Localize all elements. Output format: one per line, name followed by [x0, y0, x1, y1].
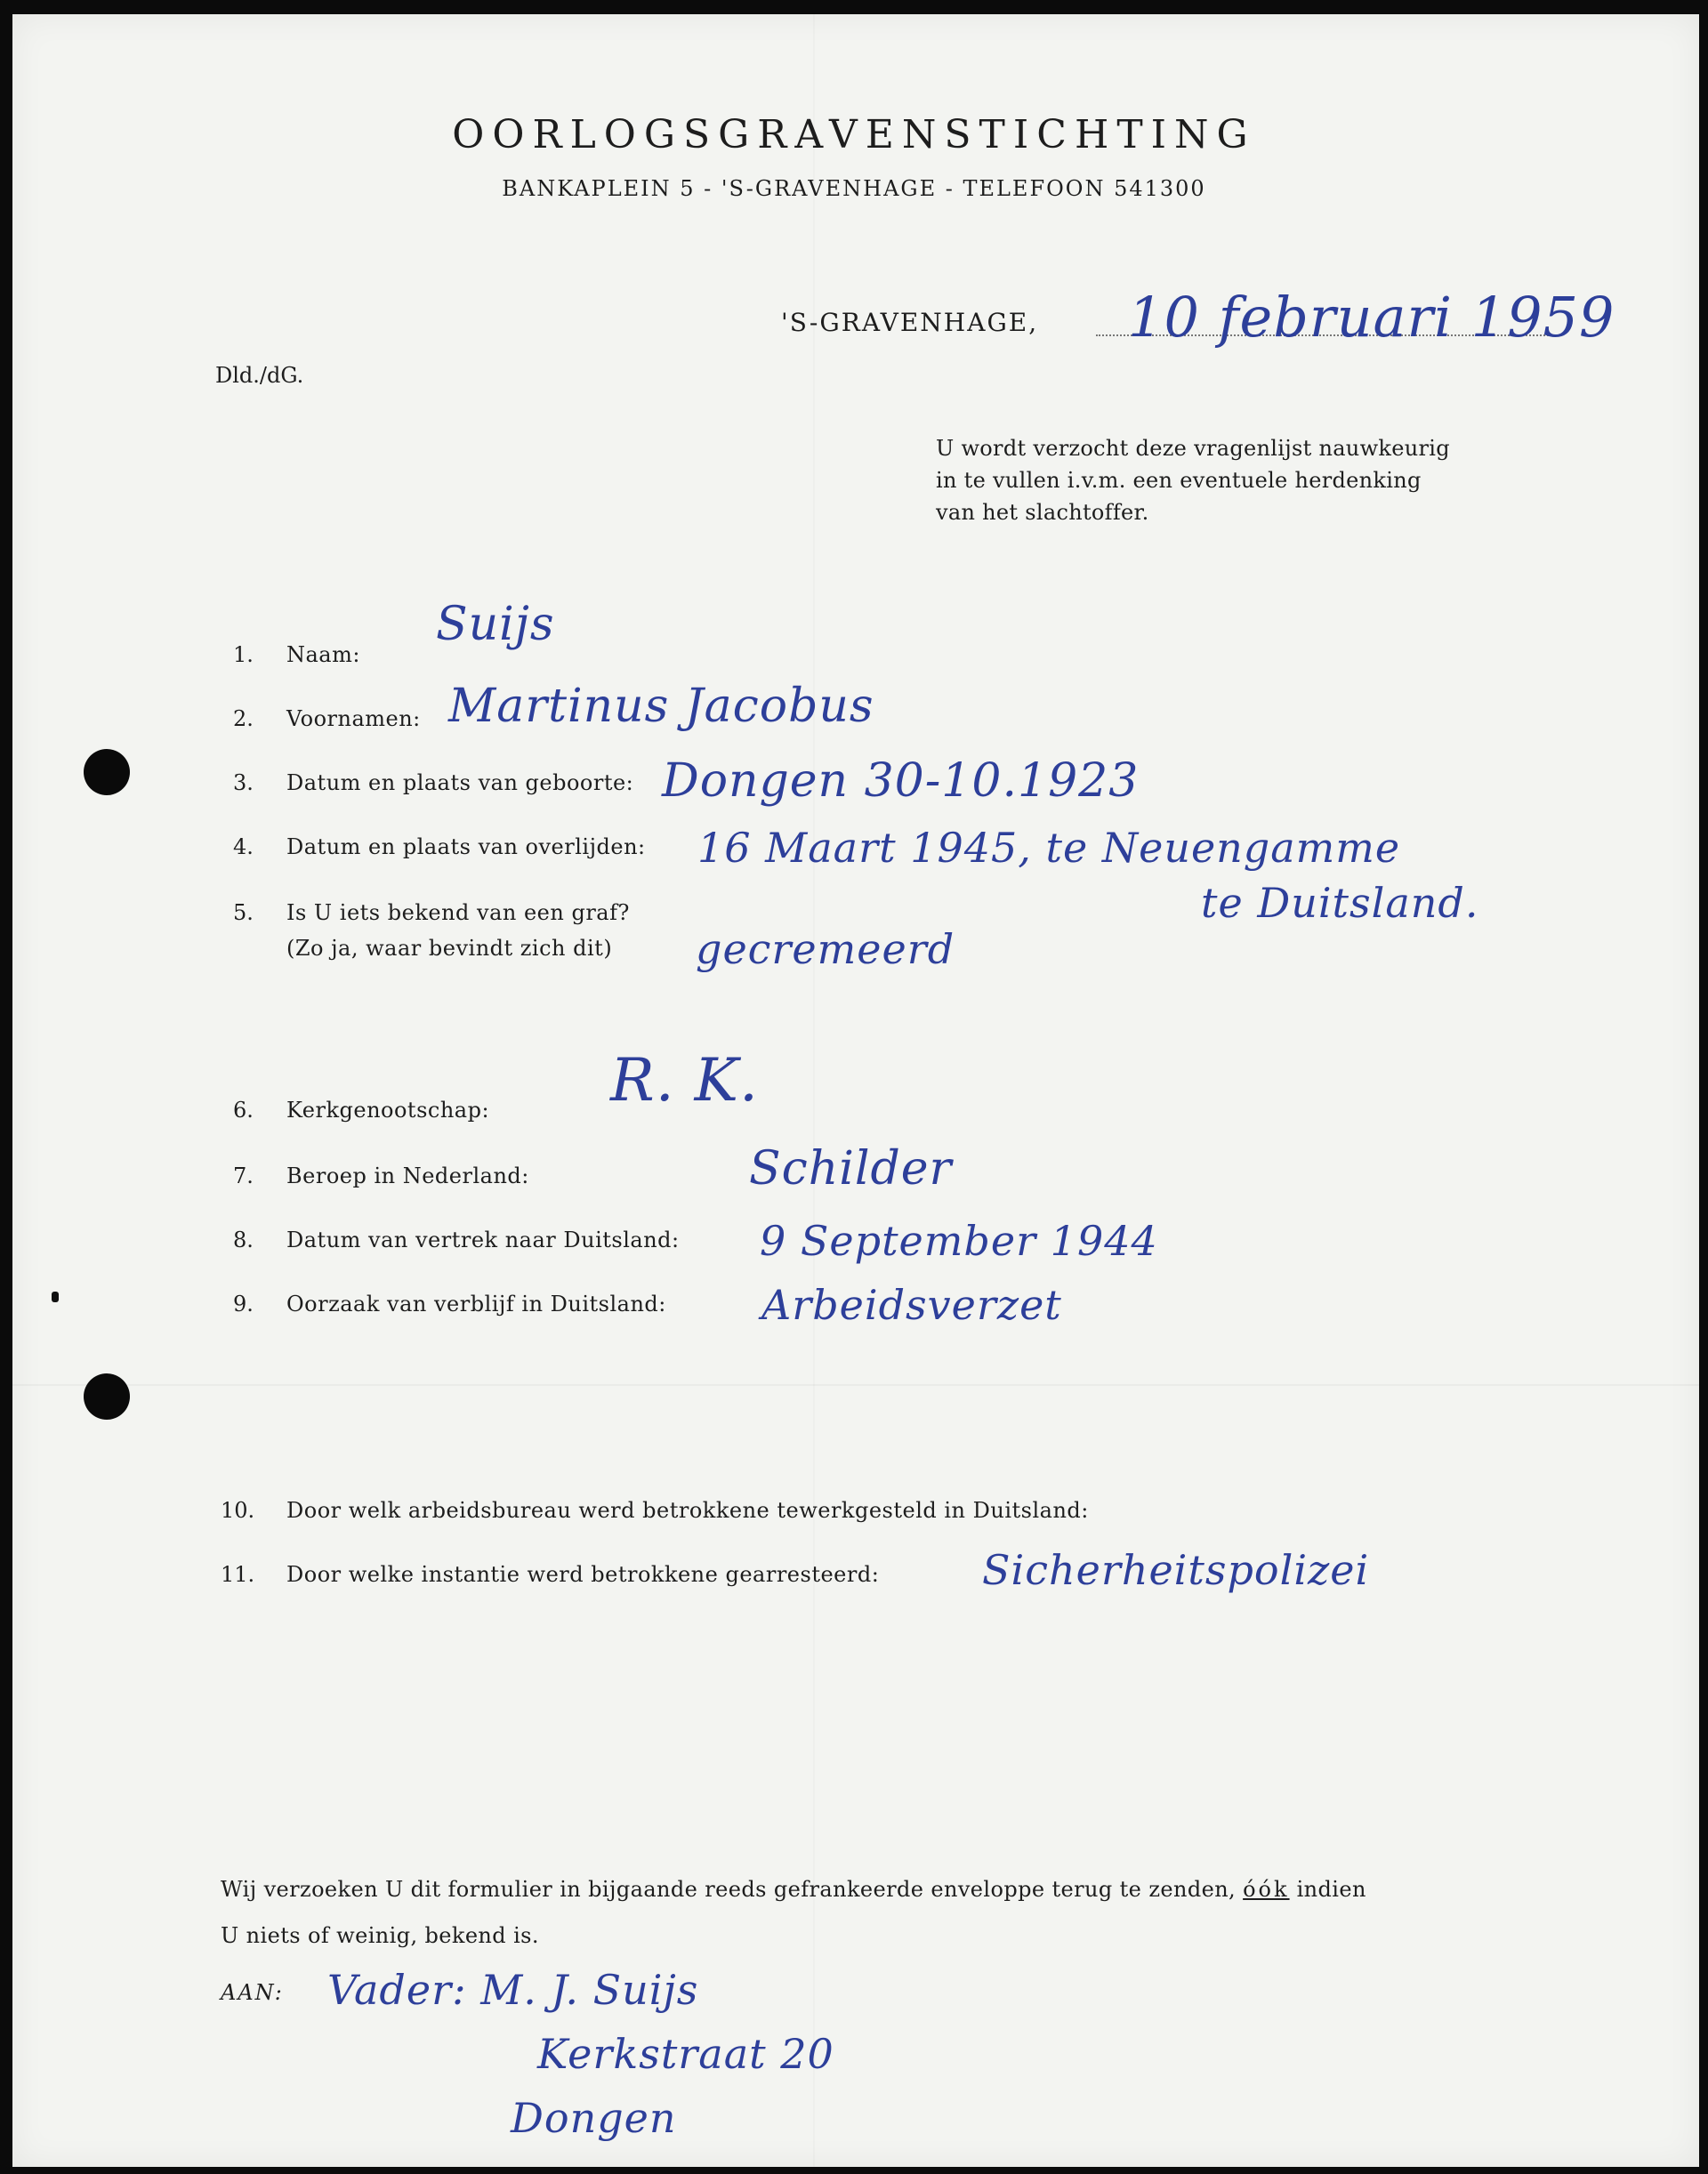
- question-label-vertrek: Datum van vertrek naar Duitsland:: [286, 1228, 680, 1252]
- paper-mark: [52, 1292, 59, 1302]
- question-number: 6.: [233, 1098, 254, 1123]
- return-instruction-line2: U niets of weinig, bekend is.: [221, 1923, 539, 1948]
- answer-instantie: Sicherheitspolizei: [982, 1546, 1370, 1594]
- question-number: 4.: [233, 834, 254, 859]
- recipient-street: Kerkstraat 20: [537, 2030, 834, 2078]
- answer-oorzaak: Arbeidsverzet: [761, 1281, 1062, 1329]
- punch-hole-top: [84, 749, 130, 795]
- instruction-line: U wordt verzocht deze vragenlijst nauwkeurig: [936, 436, 1450, 461]
- question-label-beroep: Beroep in Nederland:: [286, 1163, 529, 1188]
- aan-label: AAN:: [221, 1980, 284, 2005]
- address-line: BANKAPLEIN 5 - 'S-GRAVENHAGE - TELEFOON 541300: [502, 176, 1206, 201]
- answer-kerkgenootschap: R. K.: [610, 1046, 759, 1115]
- answer-overlijden: 16 Maart 1945, te Neuengamme: [697, 824, 1401, 872]
- recipient-name: Vader: M. J. Suijs: [327, 1966, 699, 2014]
- footer-text: Wij verzoeken U dit formulier in bijgaande reeds gefrankeerde enveloppe terug te zenden,: [221, 1877, 1237, 1902]
- paper-crease: [813, 14, 815, 2167]
- return-instruction: [221, 1866, 1502, 1959]
- question-label-graf-line2: (Zo ja, waar bevindt zich dit): [286, 936, 613, 961]
- reference-code: Dld./dG.: [215, 363, 304, 388]
- question-number: 3.: [233, 770, 254, 795]
- question-number: 1.: [233, 642, 254, 667]
- question-number: 2.: [233, 706, 254, 731]
- return-instruction-line1: [221, 1866, 1502, 1912]
- question-number: 8.: [233, 1228, 254, 1252]
- question-label-naam: Naam:: [286, 642, 360, 667]
- punch-hole-bottom: [84, 1373, 130, 1420]
- instruction-line: van het slachtoffer.: [936, 500, 1149, 525]
- question-label-voornamen: Voornamen:: [286, 706, 421, 731]
- question-number: 9.: [233, 1292, 254, 1316]
- recipient-city: Dongen: [511, 2094, 677, 2142]
- footer-text: indien: [1296, 1877, 1366, 1902]
- question-number: 7.: [233, 1163, 254, 1188]
- answer-voornamen: Martinus Jacobus: [448, 680, 874, 733]
- question-number: 11.: [221, 1562, 255, 1587]
- handwritten-date: 10 februari 1959: [1128, 285, 1615, 350]
- question-label-geboorte: Datum en plaats van geboorte:: [286, 770, 634, 795]
- answer-beroep: Schilder: [749, 1142, 953, 1196]
- question-label-overlijden: Datum en plaats van overlijden:: [286, 834, 646, 859]
- dateline-place: 'S-GRAVENHAGE,: [781, 308, 1039, 337]
- question-label-graf: Is U iets bekend van een graf?: [286, 900, 630, 925]
- question-number: 5.: [233, 900, 254, 925]
- answer-overlijden-line2: te Duitsland.: [1201, 879, 1479, 927]
- instruction-line: in te vullen i.v.m. een eventuele herdenking: [936, 468, 1422, 493]
- instruction-text: [936, 432, 1487, 528]
- paper-fold: [12, 1384, 1699, 1386]
- answer-vertrek: 9 September 1944: [760, 1217, 1158, 1265]
- question-label-oorzaak: Oorzaak van verblijf in Duitsland:: [286, 1292, 666, 1316]
- footer-emphasis: óók: [1243, 1877, 1290, 1902]
- question-number: 10.: [221, 1498, 255, 1523]
- answer-graf: gecremeerd: [696, 925, 955, 973]
- organization-title: OORLOGSGRAVENSTICHTING: [452, 112, 1256, 157]
- answer-geboorte: Dongen 30-10.1923: [662, 754, 1140, 808]
- question-label-kerkgenootschap: Kerkgenootschap:: [286, 1098, 490, 1123]
- question-label-instantie: Door welke instantie werd betrokkene gearresteerd:: [286, 1562, 880, 1587]
- question-label-arbeidsbureau: Door welk arbeidsbureau werd betrokkene tewerkgesteld in Duitsland:: [286, 1498, 1089, 1523]
- answer-naam: Suijs: [436, 598, 555, 651]
